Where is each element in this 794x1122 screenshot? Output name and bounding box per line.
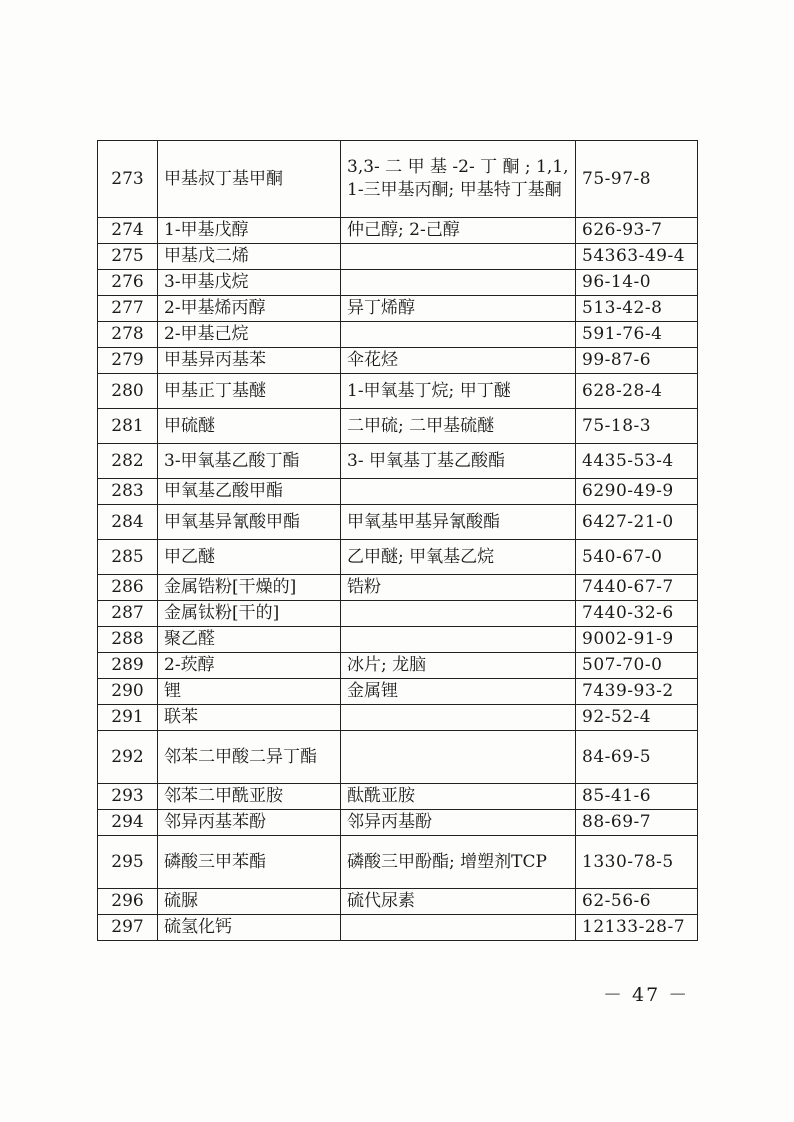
row-number: 294	[98, 810, 158, 836]
cas-number: 84-69-5	[576, 731, 698, 784]
chemical-table	[97, 140, 698, 941]
row-number: 296	[98, 889, 158, 915]
table-row	[98, 322, 698, 348]
chemical-alias: 硫代尿素	[341, 889, 576, 915]
chemical-name: 甲基异丙基苯	[158, 348, 341, 374]
cas-number: 54363-49-4	[576, 244, 698, 270]
cas-number: 6290-49-9	[576, 479, 698, 505]
chemical-alias	[341, 601, 576, 627]
chemical-alias: 磷酸三甲酚酯; 增塑剂TCP	[341, 836, 576, 889]
chemical-alias	[341, 244, 576, 270]
table-row	[98, 575, 698, 601]
table-row	[98, 784, 698, 810]
chemical-alias: 二甲硫; 二甲基硫醚	[341, 409, 576, 444]
chemical-name: 甲硫醚	[158, 409, 341, 444]
row-number: 295	[98, 836, 158, 889]
chemical-alias	[341, 322, 576, 348]
chemical-alias: 异丁烯醇	[341, 296, 576, 322]
table-row	[98, 836, 698, 889]
table-row	[98, 889, 698, 915]
chemical-name: 金属锆粉[干燥的]	[158, 575, 341, 601]
chemical-alias: 伞花烃	[341, 348, 576, 374]
table-row	[98, 731, 698, 784]
chemical-name: 3-甲基戊烷	[158, 270, 341, 296]
row-number: 274	[98, 218, 158, 244]
chemical-name: 3-甲氧基乙酸丁酯	[158, 444, 341, 479]
table-row	[98, 296, 698, 322]
cas-number: 7439-93-2	[576, 679, 698, 705]
table-row	[98, 601, 698, 627]
table-row	[98, 505, 698, 540]
chemical-name: 邻苯二甲酸二异丁酯	[158, 731, 341, 784]
chemical-name: 锂	[158, 679, 341, 705]
chemical-name: 2-甲基烯丙醇	[158, 296, 341, 322]
row-number: 279	[98, 348, 158, 374]
cas-number: 85-41-6	[576, 784, 698, 810]
row-number: 277	[98, 296, 158, 322]
chemical-name: 甲基正丁基醚	[158, 374, 341, 409]
row-number: 280	[98, 374, 158, 409]
chemical-name: 金属钛粉[干的]	[158, 601, 341, 627]
row-number: 273	[98, 141, 158, 218]
chemical-name: 硫氢化钙	[158, 915, 341, 941]
row-number: 285	[98, 540, 158, 575]
chemical-name: 甲基戊二烯	[158, 244, 341, 270]
table-row	[98, 627, 698, 653]
chemical-alias	[341, 479, 576, 505]
cas-number: 96-14-0	[576, 270, 698, 296]
row-number: 283	[98, 479, 158, 505]
chemical-alias: 锆粉	[341, 575, 576, 601]
row-number: 297	[98, 915, 158, 941]
row-number: 281	[98, 409, 158, 444]
chemical-alias: 仲己醇; 2-己醇	[341, 218, 576, 244]
chemical-alias	[341, 705, 576, 731]
chemical-alias: 酞酰亚胺	[341, 784, 576, 810]
chemical-name: 甲基叔丁基甲酮	[158, 141, 341, 218]
cas-number: 628-28-4	[576, 374, 698, 409]
cas-number: 7440-32-6	[576, 601, 698, 627]
table-row	[98, 479, 698, 505]
chemical-name: 甲氧基异氰酸甲酯	[158, 505, 341, 540]
table-row	[98, 244, 698, 270]
table-row	[98, 218, 698, 244]
cas-number: 4435-53-4	[576, 444, 698, 479]
row-number: 275	[98, 244, 158, 270]
chemical-name: 2-甲基己烷	[158, 322, 341, 348]
cas-number: 507-70-0	[576, 653, 698, 679]
chemical-alias	[341, 731, 576, 784]
chemical-name: 邻苯二甲酰亚胺	[158, 784, 341, 810]
chemical-table-body	[98, 141, 698, 941]
table-row	[98, 444, 698, 479]
cas-number: 9002-91-9	[576, 627, 698, 653]
cas-number: 62-56-6	[576, 889, 698, 915]
row-number: 282	[98, 444, 158, 479]
cas-number: 540-67-0	[576, 540, 698, 575]
table-row	[98, 348, 698, 374]
table-row	[98, 374, 698, 409]
table-row	[98, 915, 698, 941]
chemical-alias: 金属锂	[341, 679, 576, 705]
chemical-alias: 乙甲醚; 甲氧基乙烷	[341, 540, 576, 575]
row-number: 284	[98, 505, 158, 540]
table-row	[98, 810, 698, 836]
chemical-alias: 冰片; 龙脑	[341, 653, 576, 679]
table-row	[98, 705, 698, 731]
row-number: 291	[98, 705, 158, 731]
cas-number: 12133-28-7	[576, 915, 698, 941]
cas-number: 6427-21-0	[576, 505, 698, 540]
table-row	[98, 409, 698, 444]
table-row	[98, 141, 698, 218]
cas-number: 7440-67-7	[576, 575, 698, 601]
cas-number: 75-18-3	[576, 409, 698, 444]
row-number: 287	[98, 601, 158, 627]
cas-number: 92-52-4	[576, 705, 698, 731]
row-number: 288	[98, 627, 158, 653]
row-number: 286	[98, 575, 158, 601]
chemical-alias: 1-甲氧基丁烷; 甲丁醚	[341, 374, 576, 409]
chemical-name: 联苯	[158, 705, 341, 731]
chemical-alias: 3,3- 二 甲 基 -2- 丁 酮 ; 1,1,1-三甲基丙酮; 甲基特丁基酮	[341, 141, 576, 218]
chemical-alias	[341, 627, 576, 653]
chemical-name: 聚乙醛	[158, 627, 341, 653]
chemical-name: 磷酸三甲苯酯	[158, 836, 341, 889]
table-row	[98, 540, 698, 575]
row-number: 289	[98, 653, 158, 679]
chemical-name: 甲乙醚	[158, 540, 341, 575]
table-row	[98, 270, 698, 296]
chemical-name: 硫脲	[158, 889, 341, 915]
cas-number: 99-87-6	[576, 348, 698, 374]
cas-number: 626-93-7	[576, 218, 698, 244]
row-number: 278	[98, 322, 158, 348]
chemical-name: 邻异丙基苯酚	[158, 810, 341, 836]
page-number: － 47 －	[603, 984, 690, 1006]
chemical-alias: 邻异丙基酚	[341, 810, 576, 836]
row-number: 292	[98, 731, 158, 784]
cas-number: 591-76-4	[576, 322, 698, 348]
chemical-name: 1-甲基戊醇	[158, 218, 341, 244]
cas-number: 88-69-7	[576, 810, 698, 836]
chemical-name: 2-莰醇	[158, 653, 341, 679]
row-number: 276	[98, 270, 158, 296]
table-row	[98, 679, 698, 705]
chemical-alias: 甲氧基甲基异氰酸酯	[341, 505, 576, 540]
cas-number: 75-97-8	[576, 141, 698, 218]
chemical-alias	[341, 270, 576, 296]
row-number: 293	[98, 784, 158, 810]
chemical-name: 甲氧基乙酸甲酯	[158, 479, 341, 505]
chemical-alias	[341, 915, 576, 941]
chemical-alias: 3- 甲氧基丁基乙酸酯	[341, 444, 576, 479]
cas-number: 1330-78-5	[576, 836, 698, 889]
cas-number: 513-42-8	[576, 296, 698, 322]
table-row	[98, 653, 698, 679]
row-number: 290	[98, 679, 158, 705]
